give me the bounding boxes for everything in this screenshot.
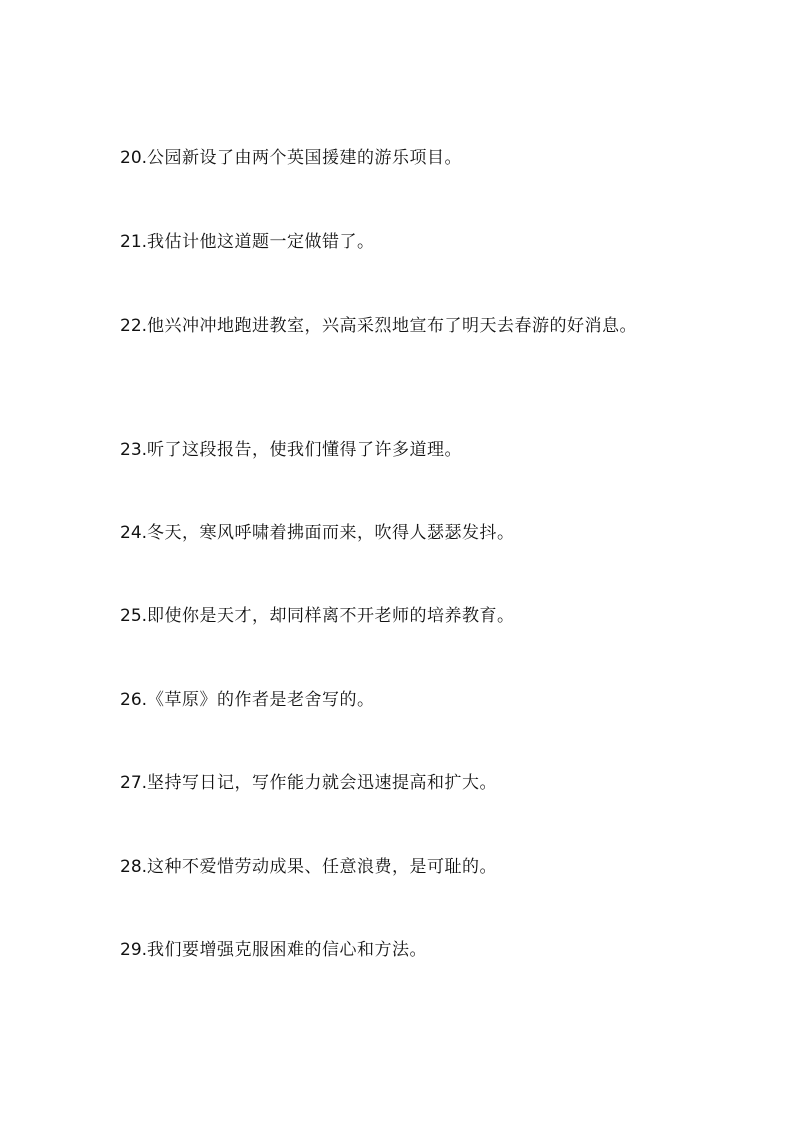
- item-number: 28.: [120, 857, 148, 877]
- sentence-item-22: [120, 302, 680, 350]
- item-text: 冬天，寒风呼啸着拂面而来，吹得人瑟瑟发抖。: [147, 523, 515, 543]
- item-text: 他兴冲冲地跑进教室，兴高采烈地宣布了明天去春游的好消息。: [147, 316, 638, 336]
- sentence-item-29: [120, 926, 680, 974]
- sentence-item-28: [120, 843, 680, 891]
- item-text: 即使你是天才，却同样离不开老师的培养教育。: [147, 606, 515, 626]
- item-number: 21.: [120, 232, 148, 252]
- item-number: 24.: [120, 523, 148, 543]
- sentence-item-21: [120, 218, 680, 266]
- item-number: 20.: [120, 148, 148, 168]
- item-number: 25.: [120, 606, 148, 626]
- item-text: 这种不爱惜劳动成果、任意浪费，是可耻的。: [147, 857, 498, 877]
- sentence-item-20: [120, 134, 680, 182]
- item-number: 27.: [120, 773, 148, 793]
- sentence-item-23: [120, 426, 680, 474]
- item-text: 我们要增强克服困难的信心和方法。: [147, 940, 428, 960]
- item-number: 29.: [120, 940, 148, 960]
- item-text: 听了这段报告，使我们懂得了许多道理。: [147, 440, 463, 460]
- sentence-item-25: [120, 592, 680, 640]
- item-text: 我估计他这道题一定做错了。: [147, 232, 375, 252]
- item-number: 26.: [120, 690, 148, 710]
- sentence-item-24: [120, 509, 680, 557]
- item-text: 公园新设了由两个英国援建的游乐项目。: [147, 148, 463, 168]
- item-number: 22.: [120, 316, 148, 336]
- item-number: 23.: [120, 440, 148, 460]
- sentence-item-27: [120, 759, 680, 807]
- item-text: 坚持写日记，写作能力就会迅速提高和扩大。: [147, 773, 498, 793]
- sentence-item-26: [120, 676, 680, 724]
- item-text: 《草原》的作者是老舍写的。: [147, 690, 375, 710]
